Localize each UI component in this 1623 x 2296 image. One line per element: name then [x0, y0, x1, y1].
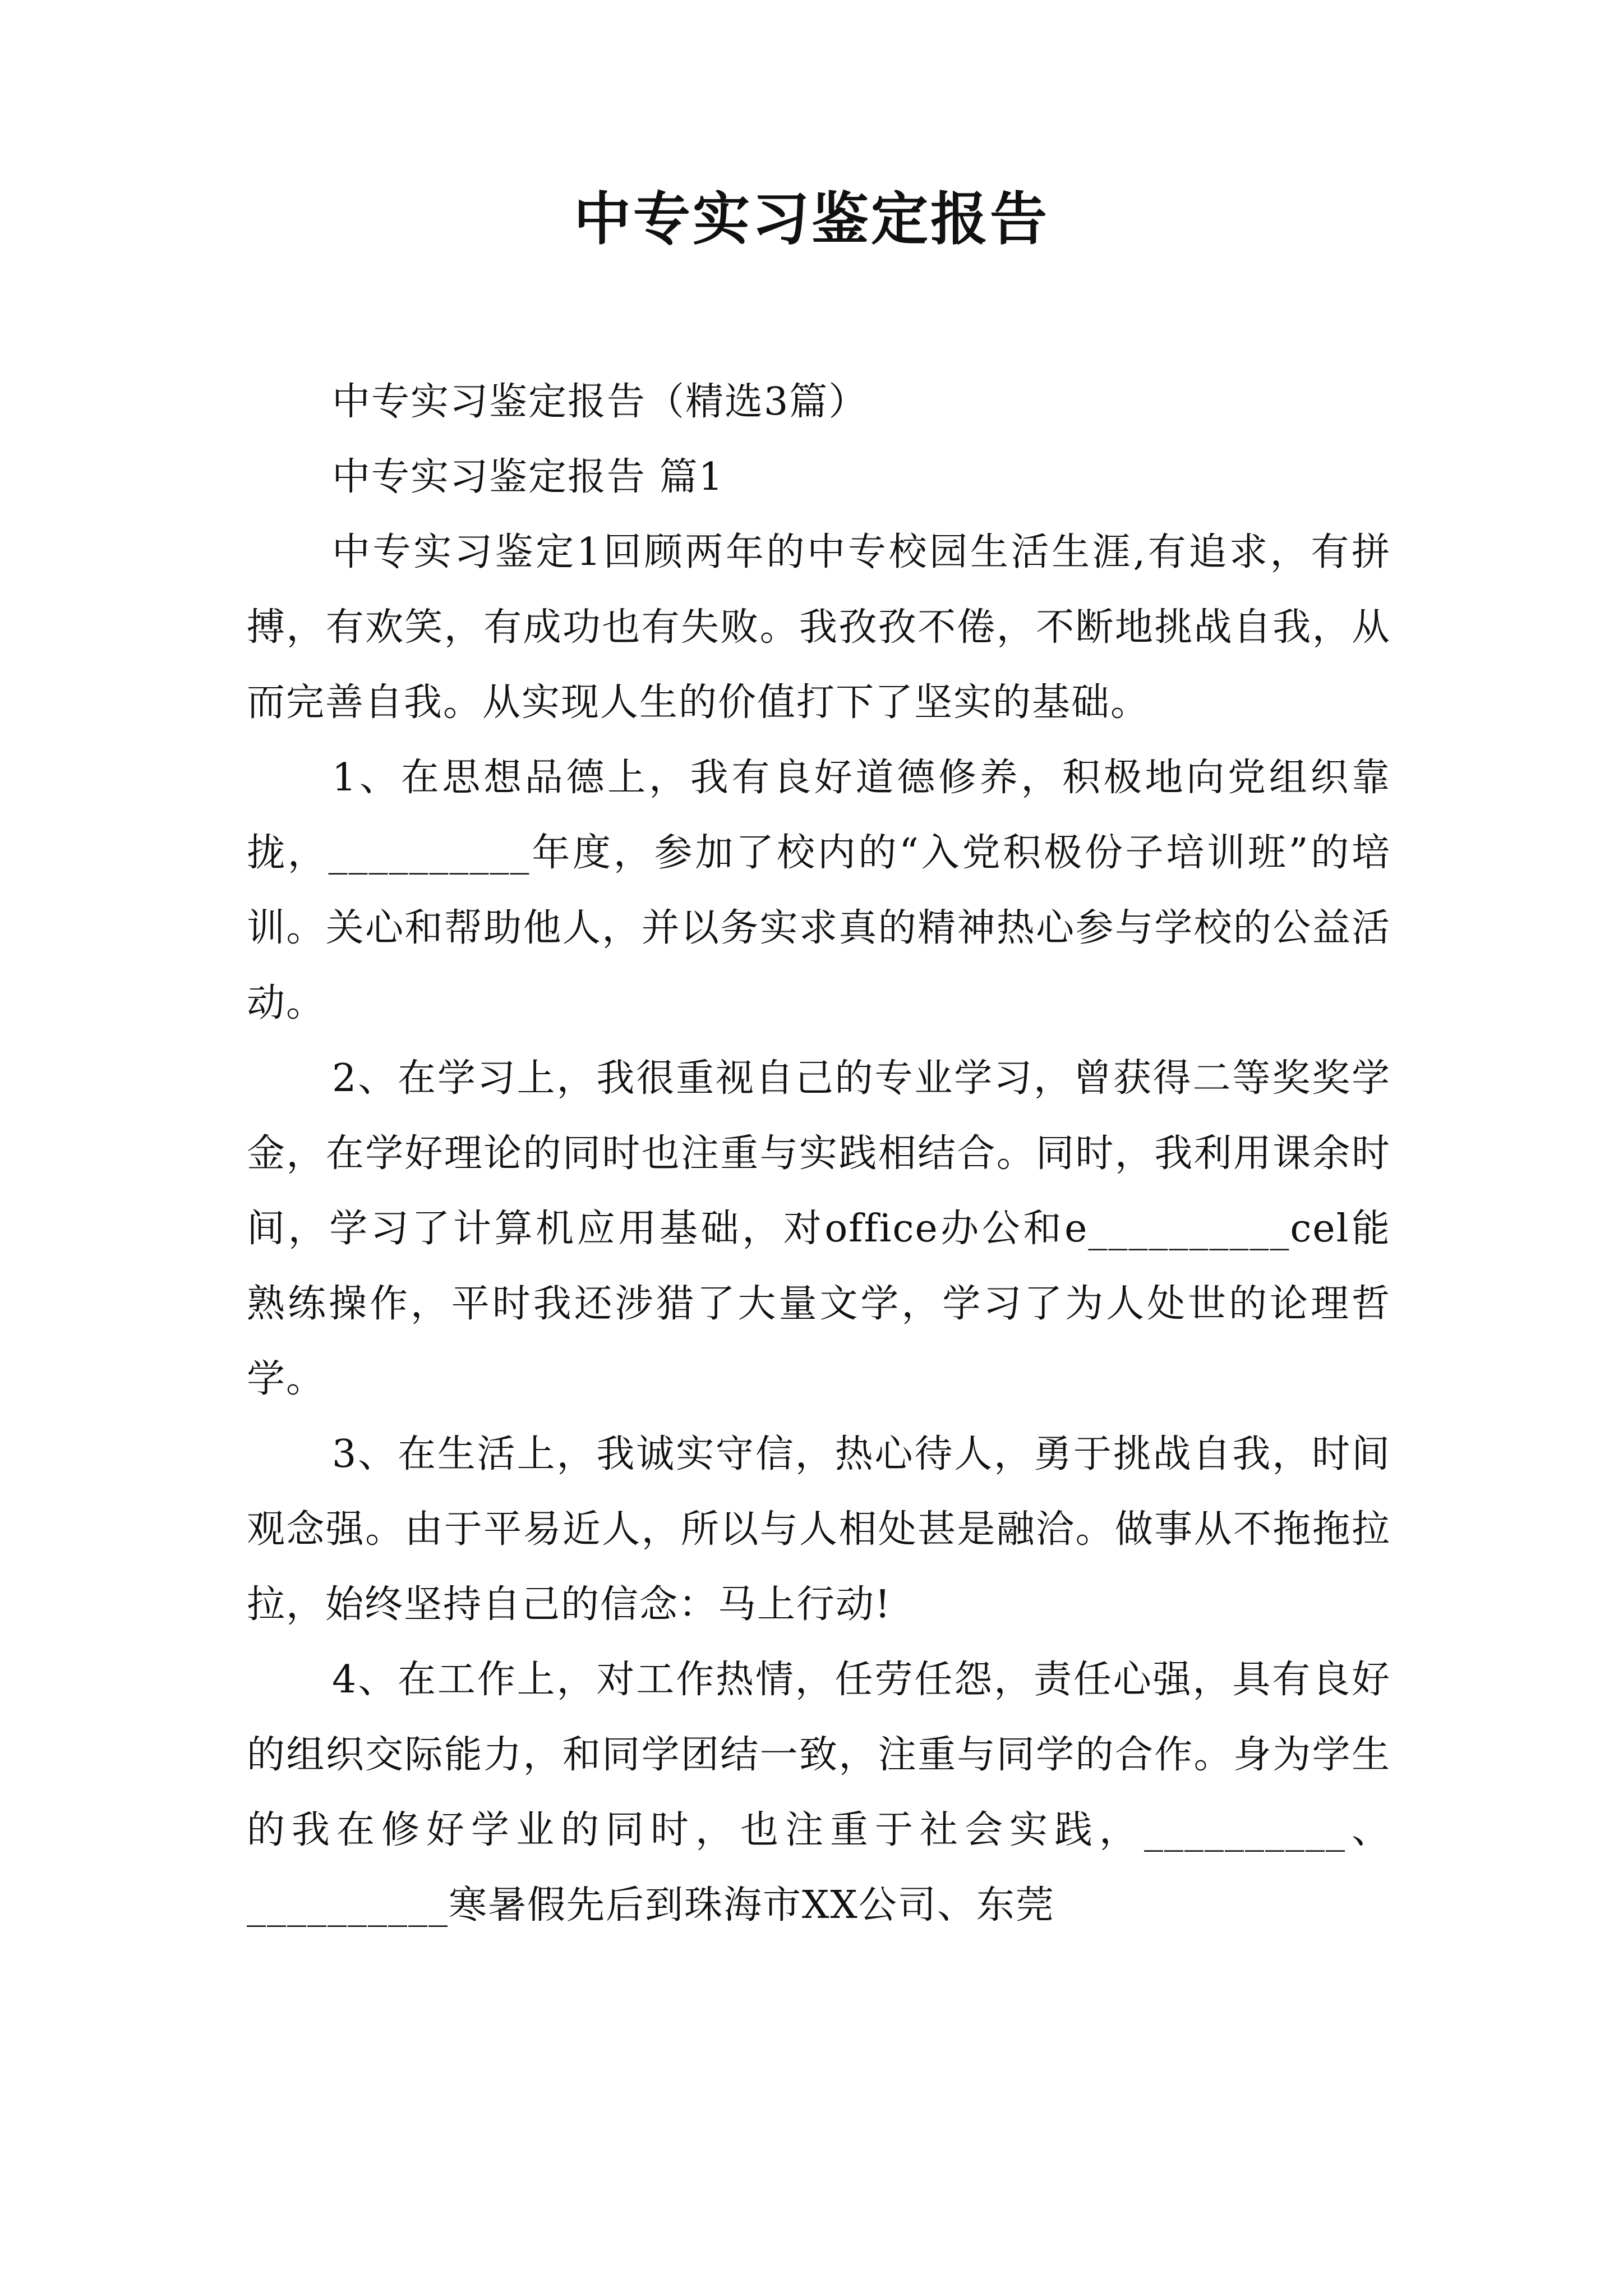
document-title: 中专实习鉴定报告	[574, 186, 1049, 253]
paragraph-item-4: 4、在工作上，对工作热情，任劳任怨，责任心强，具有良好的组织交际能力，和同学团结一致，注重与同学的合作。身为学生的我在修好学业的同时，也注重于社会实践，__________、__________寒暑假先后到珠海市XX公司、东莞	[247, 1658, 1391, 1927]
paragraph-subtitle: 中专实习鉴定报告（精选3篇）	[332, 380, 868, 424]
paragraph-section-heading: 中专实习鉴定报告 篇1	[332, 455, 724, 499]
paragraph-item-2: 2、在学习上，我很重视自己的专业学习，曾获得二等奖奖学金，在学好理论的同时也注重与实践相结合。同时，我利用课余时间，学习了计算机应用基础，对office办公和e__________cel能熟练操作，平时我还涉猎了大量文学，学习了为人处世的论理哲学。	[247, 1056, 1391, 1401]
paragraph-item-3: 3、在生活上，我诚实守信，热心待人，勇于挑战自我，时间观念强。由于平易近人，所以与人相处甚是融洽。做事从不拖拖拉拉，始终坚持自己的信念：马上行动!	[247, 1432, 1391, 1627]
document-body	[247, 365, 1391, 1943]
paragraph-item-1: 1、在思想品德上，我有良好道德修养，积极地向党组织靠拢，__________年度，参加了校内的“入党积极份子培训班”的培训。关心和帮助他人，并以务实求真的精神热心参与学校的公益活动。	[247, 756, 1391, 1025]
paragraph-intro: 中专实习鉴定1回顾两年的中专校园生活生涯,有追求，有拼搏，有欢笑，有成功也有失败。我孜孜不倦，不断地挑战自我，从而完善自我。从实现人生的价值打下了坚实的基础。	[247, 530, 1391, 725]
